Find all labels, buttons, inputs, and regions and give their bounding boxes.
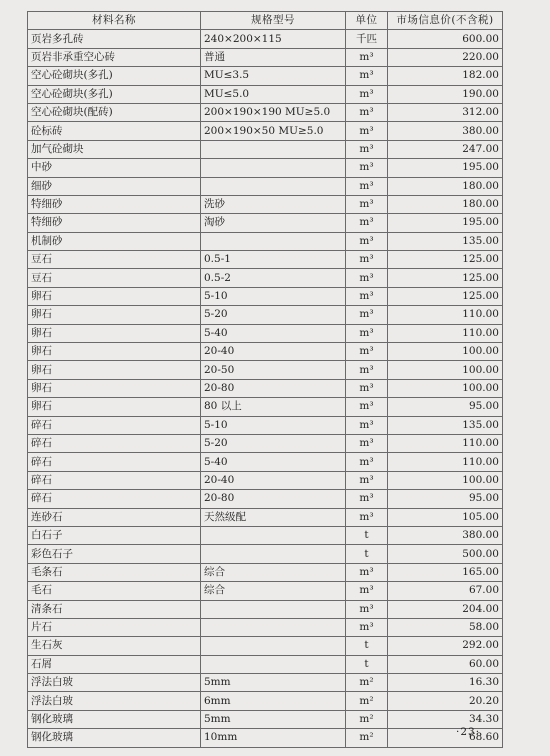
- spec-cell: 5-10: [201, 287, 346, 305]
- spec-cell: 20-80: [201, 379, 346, 397]
- name-cell: 毛石: [28, 582, 201, 600]
- table-row: [28, 361, 503, 379]
- table-row: [28, 287, 503, 305]
- name-cell: 空心砼砌块(配砖): [28, 103, 201, 121]
- price-cell: 165.00: [388, 563, 503, 581]
- name-cell: 空心砼砌块(多孔): [28, 85, 201, 103]
- table-row: [28, 343, 503, 361]
- name-cell: 清条石: [28, 600, 201, 618]
- unit-cell: 千匹: [346, 30, 388, 48]
- price-cell: 110.00: [388, 306, 503, 324]
- price-cell: 380.00: [388, 526, 503, 544]
- spec-cell: 200×190×190 MU≥5.0: [201, 103, 346, 121]
- name-cell: 连砂石: [28, 508, 201, 526]
- price-cell: 34.30: [388, 710, 503, 728]
- price-cell: 125.00: [388, 251, 503, 269]
- spec-cell: 20-40: [201, 471, 346, 489]
- unit-cell: m³: [346, 379, 388, 397]
- spec-cell: 0.5-1: [201, 251, 346, 269]
- name-cell: 碎石: [28, 416, 201, 434]
- name-cell: 碎石: [28, 471, 201, 489]
- name-cell: 碎石: [28, 490, 201, 508]
- table-row: [28, 637, 503, 655]
- unit-cell: m³: [346, 67, 388, 85]
- spec-cell: 5-10: [201, 416, 346, 434]
- unit-cell: t: [346, 526, 388, 544]
- price-cell: 195.00: [388, 214, 503, 232]
- unit-cell: m³: [346, 490, 388, 508]
- spec-cell: 5-20: [201, 306, 346, 324]
- table-row: [28, 103, 503, 121]
- unit-cell: m³: [346, 416, 388, 434]
- name-cell: 卵石: [28, 361, 201, 379]
- unit-cell: m³: [346, 508, 388, 526]
- price-cell: 247.00: [388, 140, 503, 158]
- spec-cell: 240×200×115: [201, 30, 346, 48]
- unit-cell: m³: [346, 618, 388, 636]
- unit-cell: m³: [346, 600, 388, 618]
- price-cell: 312.00: [388, 103, 503, 121]
- spec-cell: [201, 177, 346, 195]
- table-row: [28, 490, 503, 508]
- price-cell: 95.00: [388, 490, 503, 508]
- unit-cell: t: [346, 655, 388, 673]
- unit-cell: m³: [346, 177, 388, 195]
- table-row: [28, 710, 503, 728]
- unit-cell: m³: [346, 306, 388, 324]
- price-cell: 60.00: [388, 655, 503, 673]
- table-row: [28, 306, 503, 324]
- unit-cell: m²: [346, 710, 388, 728]
- spec-cell: [201, 545, 346, 563]
- spec-cell: [201, 159, 346, 177]
- name-cell: 卵石: [28, 379, 201, 397]
- table-row: [28, 655, 503, 673]
- spec-cell: [201, 140, 346, 158]
- price-table: [27, 11, 503, 748]
- price-cell: 110.00: [388, 324, 503, 342]
- price-cell: 68.60: [388, 729, 503, 747]
- table-row: [28, 232, 503, 250]
- name-cell: 中砂: [28, 159, 201, 177]
- spec-cell: 5-20: [201, 434, 346, 452]
- unit-cell: m³: [346, 324, 388, 342]
- name-cell: 生石灰: [28, 637, 201, 655]
- table-row: [28, 729, 503, 747]
- price-cell: 100.00: [388, 471, 503, 489]
- table-row: [28, 48, 503, 66]
- spec-cell: 80 以上: [201, 398, 346, 416]
- unit-cell: m³: [346, 471, 388, 489]
- price-cell: 195.00: [388, 159, 503, 177]
- table-row: [28, 563, 503, 581]
- header-spec-model: 规格型号: [201, 12, 346, 30]
- name-cell: 白石子: [28, 526, 201, 544]
- spec-cell: [201, 655, 346, 673]
- table-row: [28, 251, 503, 269]
- table-row: [28, 30, 503, 48]
- name-cell: 片石: [28, 618, 201, 636]
- price-cell: 110.00: [388, 453, 503, 471]
- spec-cell: 10mm: [201, 729, 346, 747]
- name-cell: 钢化玻璃: [28, 710, 201, 728]
- name-cell: 彩色石子: [28, 545, 201, 563]
- spec-cell: 综合: [201, 563, 346, 581]
- table-row: [28, 85, 503, 103]
- unit-cell: m²: [346, 692, 388, 710]
- price-cell: 204.00: [388, 600, 503, 618]
- table-row: [28, 159, 503, 177]
- spec-cell: 20-80: [201, 490, 346, 508]
- table-row: [28, 471, 503, 489]
- price-cell: 100.00: [388, 361, 503, 379]
- spec-cell: 综合: [201, 582, 346, 600]
- spec-cell: MU≤3.5: [201, 67, 346, 85]
- page-number: ·23·: [456, 726, 481, 738]
- price-cell: 180.00: [388, 177, 503, 195]
- name-cell: 空心砼砌块(多孔): [28, 67, 201, 85]
- unit-cell: m³: [346, 122, 388, 140]
- spec-cell: 20-50: [201, 361, 346, 379]
- spec-cell: 淘砂: [201, 214, 346, 232]
- table-row: [28, 600, 503, 618]
- name-cell: 特细砂: [28, 195, 201, 213]
- name-cell: 卵石: [28, 287, 201, 305]
- spec-cell: [201, 618, 346, 636]
- table-row: [28, 526, 503, 544]
- price-cell: 20.20: [388, 692, 503, 710]
- price-cell: 182.00: [388, 67, 503, 85]
- unit-cell: m²: [346, 674, 388, 692]
- unit-cell: m³: [346, 361, 388, 379]
- price-cell: 110.00: [388, 434, 503, 452]
- name-cell: 特细砂: [28, 214, 201, 232]
- spec-cell: 5-40: [201, 324, 346, 342]
- table-row: [28, 214, 503, 232]
- spec-cell: MU≤5.0: [201, 85, 346, 103]
- spec-cell: 6mm: [201, 692, 346, 710]
- table-row: [28, 379, 503, 397]
- price-cell: 220.00: [388, 48, 503, 66]
- unit-cell: m³: [346, 159, 388, 177]
- table-row: [28, 453, 503, 471]
- table-row: [28, 692, 503, 710]
- unit-cell: t: [346, 545, 388, 563]
- table-body: [28, 30, 503, 747]
- header-material-name: 材料名称: [28, 12, 201, 30]
- table-row: [28, 582, 503, 600]
- unit-cell: m³: [346, 214, 388, 232]
- name-cell: 卵石: [28, 398, 201, 416]
- unit-cell: t: [346, 637, 388, 655]
- name-cell: 豆石: [28, 251, 201, 269]
- unit-cell: m³: [346, 48, 388, 66]
- table-row: [28, 122, 503, 140]
- table-row: [28, 674, 503, 692]
- table-header-row: [28, 12, 503, 30]
- name-cell: 浮法白玻: [28, 674, 201, 692]
- spec-cell: [201, 637, 346, 655]
- price-cell: 135.00: [388, 232, 503, 250]
- spec-cell: 0.5-2: [201, 269, 346, 287]
- price-cell: 600.00: [388, 30, 503, 48]
- table-row: [28, 618, 503, 636]
- name-cell: 加气砼砌块: [28, 140, 201, 158]
- name-cell: 页岩非承重空心砖: [28, 48, 201, 66]
- spec-cell: 20-40: [201, 343, 346, 361]
- price-cell: 125.00: [388, 287, 503, 305]
- name-cell: 砼标砖: [28, 122, 201, 140]
- unit-cell: m³: [346, 453, 388, 471]
- price-cell: 380.00: [388, 122, 503, 140]
- table-row: [28, 324, 503, 342]
- name-cell: 碎石: [28, 453, 201, 471]
- spec-cell: [201, 600, 346, 618]
- table-row: [28, 140, 503, 158]
- name-cell: 卵石: [28, 343, 201, 361]
- price-cell: 67.00: [388, 582, 503, 600]
- price-cell: 105.00: [388, 508, 503, 526]
- spec-cell: 洗砂: [201, 195, 346, 213]
- unit-cell: m³: [346, 269, 388, 287]
- price-cell: 16.30: [388, 674, 503, 692]
- table-row: [28, 195, 503, 213]
- spec-cell: [201, 232, 346, 250]
- price-cell: 190.00: [388, 85, 503, 103]
- header-unit: 单位: [346, 12, 388, 30]
- price-cell: 100.00: [388, 379, 503, 397]
- price-cell: 135.00: [388, 416, 503, 434]
- name-cell: 钢化玻璃: [28, 729, 201, 747]
- spec-cell: 5mm: [201, 710, 346, 728]
- price-cell: 292.00: [388, 637, 503, 655]
- name-cell: 豆石: [28, 269, 201, 287]
- name-cell: 机制砂: [28, 232, 201, 250]
- unit-cell: m³: [346, 434, 388, 452]
- price-cell: 500.00: [388, 545, 503, 563]
- table-row: [28, 398, 503, 416]
- table-row: [28, 269, 503, 287]
- table-row: [28, 434, 503, 452]
- unit-cell: m³: [346, 251, 388, 269]
- name-cell: 卵石: [28, 306, 201, 324]
- header-market-price: 市场信息价(不含税): [388, 12, 503, 30]
- price-cell: 58.00: [388, 618, 503, 636]
- name-cell: 页岩多孔砖: [28, 30, 201, 48]
- spec-cell: 5mm: [201, 674, 346, 692]
- unit-cell: m³: [346, 195, 388, 213]
- name-cell: 石屑: [28, 655, 201, 673]
- unit-cell: m³: [346, 343, 388, 361]
- unit-cell: m³: [346, 232, 388, 250]
- spec-cell: 5-40: [201, 453, 346, 471]
- price-cell: 95.00: [388, 398, 503, 416]
- unit-cell: m³: [346, 140, 388, 158]
- name-cell: 毛条石: [28, 563, 201, 581]
- table-row: [28, 508, 503, 526]
- table-row: [28, 177, 503, 195]
- unit-cell: m³: [346, 85, 388, 103]
- price-cell: 180.00: [388, 195, 503, 213]
- unit-cell: m²: [346, 729, 388, 747]
- spec-cell: 普通: [201, 48, 346, 66]
- table-row: [28, 67, 503, 85]
- price-cell: 125.00: [388, 269, 503, 287]
- spec-cell: 200×190×50 MU≥5.0: [201, 122, 346, 140]
- unit-cell: m³: [346, 398, 388, 416]
- unit-cell: m³: [346, 103, 388, 121]
- name-cell: 细砂: [28, 177, 201, 195]
- table-row: [28, 416, 503, 434]
- name-cell: 浮法白玻: [28, 692, 201, 710]
- price-cell: 100.00: [388, 343, 503, 361]
- spec-cell: [201, 526, 346, 544]
- unit-cell: m³: [346, 563, 388, 581]
- name-cell: 卵石: [28, 324, 201, 342]
- spec-cell: 天然级配: [201, 508, 346, 526]
- table-row: [28, 545, 503, 563]
- name-cell: 碎石: [28, 434, 201, 452]
- unit-cell: m³: [346, 287, 388, 305]
- unit-cell: m³: [346, 582, 388, 600]
